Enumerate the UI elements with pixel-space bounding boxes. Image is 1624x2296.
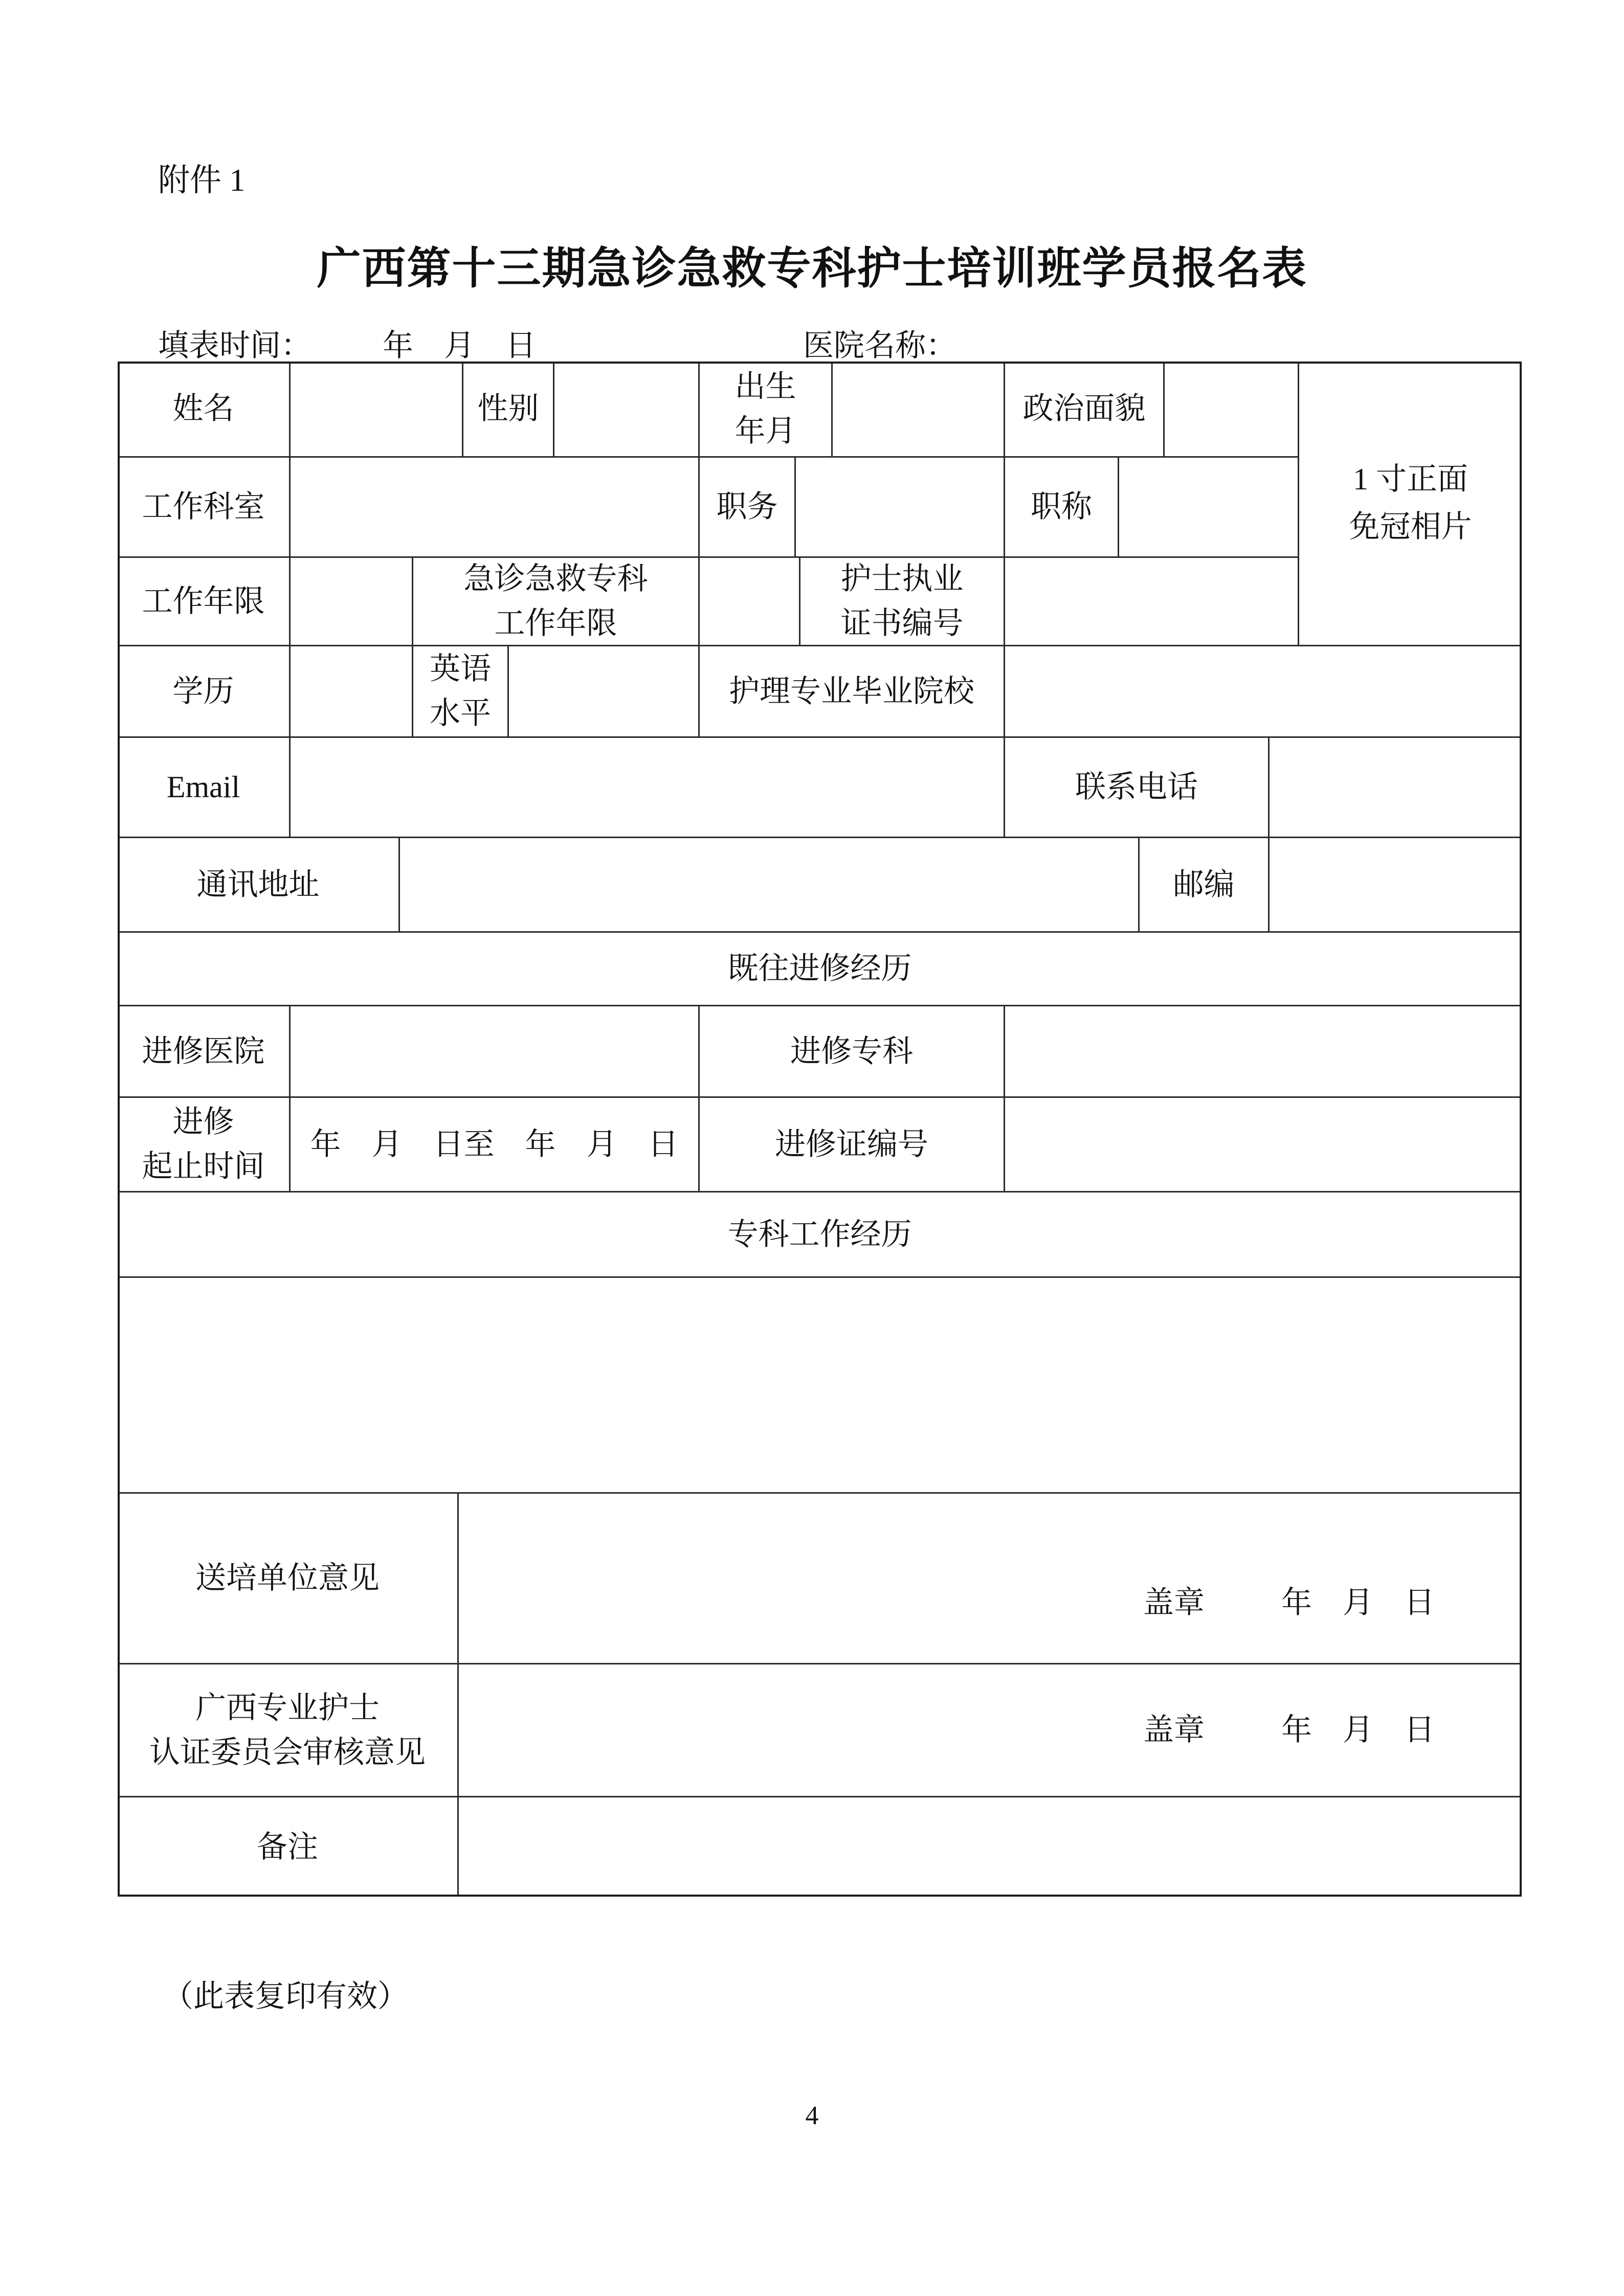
committee-label-cell: 广西专业护士 认证委员会审核意见 [118, 1664, 459, 1797]
photo-label-line2: 免冠相片 [1349, 510, 1472, 544]
page-title: 广西第十三期急诊急救专科护士培训班学员报名表 [317, 244, 1307, 293]
education-input-cell [291, 646, 413, 738]
email-label-cell: Email [118, 738, 291, 838]
fill-date-value: 年 月 日 [383, 329, 536, 363]
name-input-cell [291, 362, 463, 458]
training-period-value-cell: 年 月 日至 年 月 日 [291, 1098, 700, 1192]
specialty-exp-input-cell [118, 1278, 1522, 1494]
training-cert-input-cell [1005, 1098, 1522, 1192]
training-period-label-cell: 进修 起止时间 [118, 1098, 291, 1192]
row-committee [118, 1664, 1522, 1797]
postcode-input-cell [1270, 838, 1522, 933]
remarks-input-cell [459, 1797, 1522, 1897]
phone-input-cell [1270, 738, 1522, 838]
registration-form-table [118, 362, 1522, 1897]
row-training-hospital [118, 1006, 1522, 1098]
rank-input-cell [1119, 458, 1299, 558]
er-years-input-cell [700, 558, 800, 646]
dept-input-cell [291, 458, 700, 558]
duty-label-cell: 职务 [700, 458, 796, 558]
training-cert-label-cell: 进修证编号 [700, 1098, 1005, 1192]
row-remarks [118, 1797, 1522, 1897]
remarks-label-cell: 备注 [118, 1797, 459, 1897]
specialty-exp-header-cell: 专科工作经历 [118, 1192, 1522, 1278]
form-header-line [0, 321, 1624, 363]
training-history-header-cell: 既往进修经历 [118, 933, 1522, 1006]
er-years-label-cell: 急诊急救专科 工作年限 [413, 558, 700, 646]
footer-note: （此表复印有效） [163, 1979, 408, 2013]
fill-date-label: 填表时间： [158, 329, 312, 363]
nursing-school-label-cell: 护理专业毕业院校 [700, 646, 1005, 738]
row-training-period [118, 1098, 1522, 1192]
birth-label-cell: 出生 年月 [700, 362, 833, 458]
gender-input-cell [554, 362, 700, 458]
duty-input-cell [796, 458, 1005, 558]
name-label-cell: 姓名 [118, 362, 291, 458]
row-training-history-header [118, 933, 1522, 1006]
work-years-input-cell [291, 558, 413, 646]
license-input-cell [1005, 558, 1299, 646]
political-input-cell [1165, 362, 1299, 458]
row-education [118, 646, 1522, 738]
birth-input-cell [833, 362, 1005, 458]
dept-label-cell: 工作科室 [118, 458, 291, 558]
row-sending-unit [118, 1494, 1522, 1664]
english-label-cell: 英语 水平 [413, 646, 509, 738]
attachment-label: 附件 1 [158, 163, 246, 198]
work-years-label-cell: 工作年限 [118, 558, 291, 646]
address-label-cell: 通讯地址 [118, 838, 400, 933]
gender-label-cell: 性别 [463, 362, 554, 458]
rank-label-cell: 职称 [1005, 458, 1119, 558]
training-hospital-label-cell: 进修医院 [118, 1006, 291, 1098]
row-specialty-exp-header [118, 1192, 1522, 1278]
photo-placeholder-cell [1299, 362, 1522, 646]
political-label-cell: 政治面貌 [1005, 362, 1165, 458]
photo-label-line1: 1 寸正面 [1353, 462, 1468, 496]
row-email [118, 738, 1522, 838]
committee-stamp-cell: 盖章 年 月 日 [459, 1664, 1522, 1797]
nursing-school-input-cell [1005, 646, 1522, 738]
training-hospital-input-cell [291, 1006, 700, 1098]
row-address [118, 838, 1522, 933]
sending-unit-stamp-cell: 盖章 年 月 日 [459, 1494, 1522, 1664]
phone-label-cell: 联系电话 [1005, 738, 1270, 838]
hospital-name-label: 医院名称： [803, 329, 956, 363]
sending-unit-label-cell: 送培单位意见 [118, 1494, 459, 1664]
page-number: 4 [805, 2101, 819, 2130]
training-specialty-input-cell [1005, 1006, 1522, 1098]
email-input-cell [291, 738, 1005, 838]
row-specialty-exp-blank [118, 1278, 1522, 1494]
education-label-cell: 学历 [118, 646, 291, 738]
license-label-cell: 护士执业 证书编号 [800, 558, 1005, 646]
english-input-cell [509, 646, 700, 738]
training-specialty-label-cell: 进修专科 [700, 1006, 1005, 1098]
address-input-cell [400, 838, 1140, 933]
postcode-label-cell: 邮编 [1140, 838, 1270, 933]
